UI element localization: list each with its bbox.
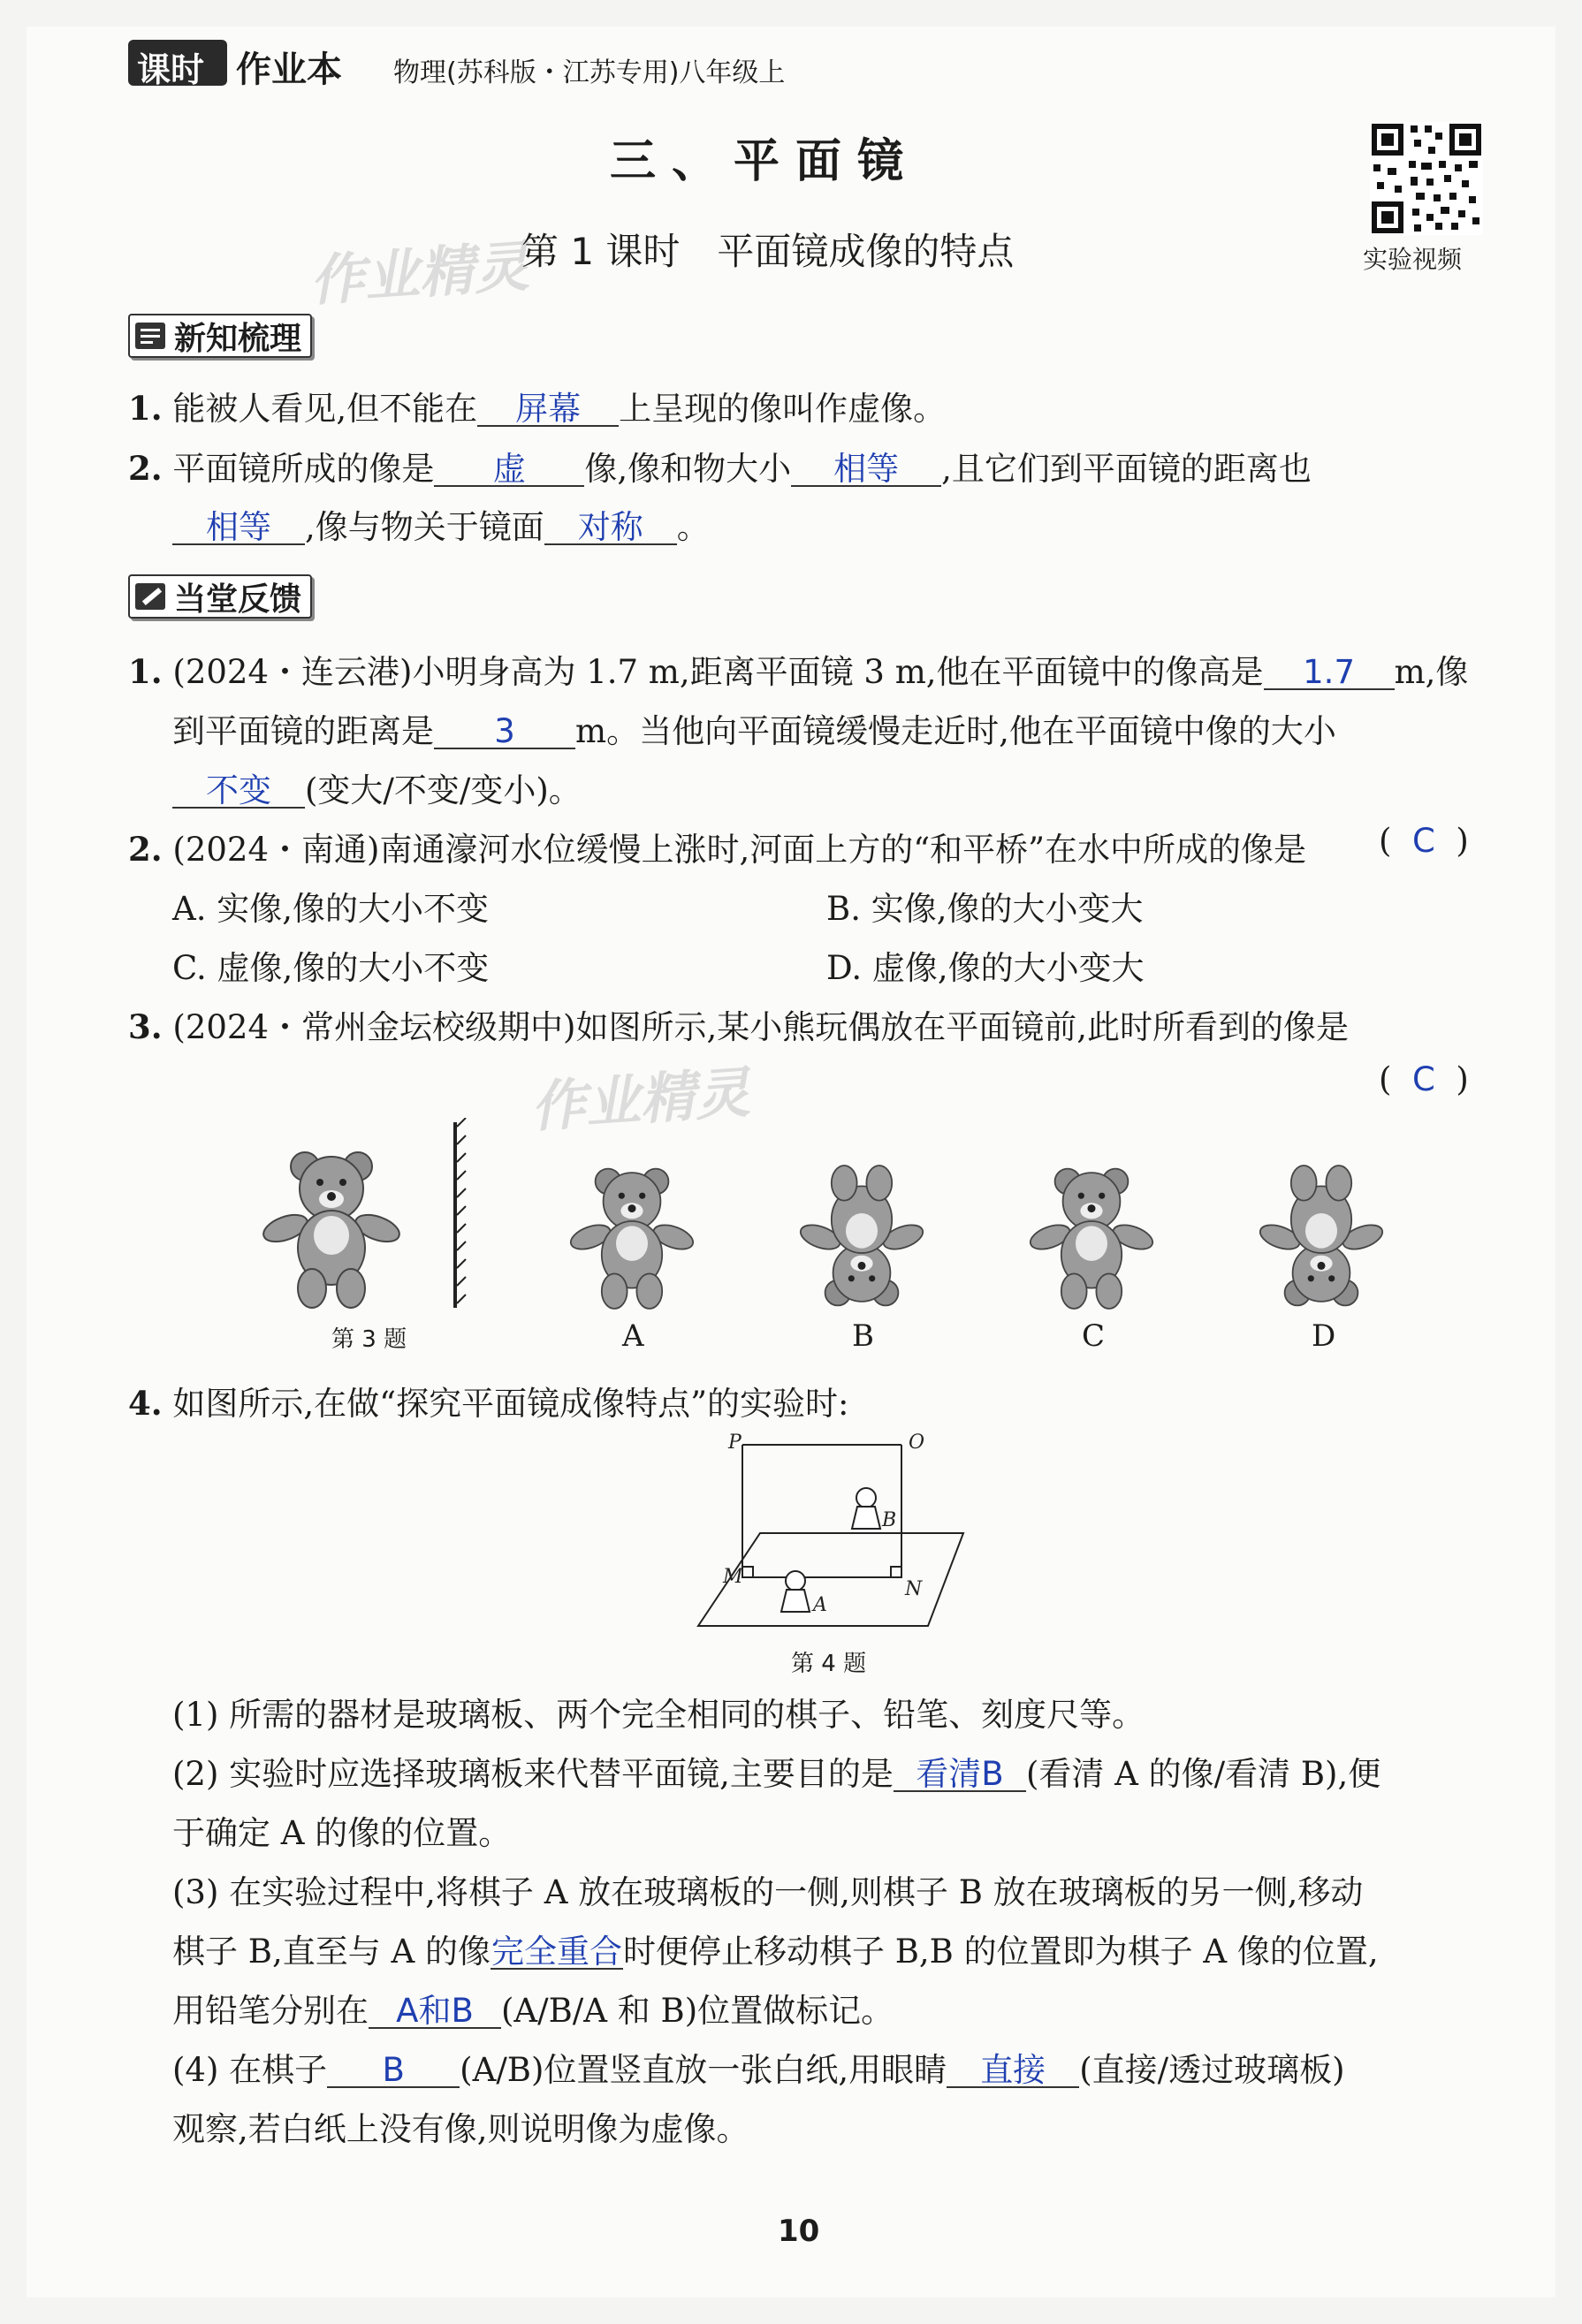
- question-text: (2) 实验时应选择玻璃板来代替平面镜,主要目的是: [172, 1755, 894, 1793]
- answer-text: 对称: [577, 508, 643, 546]
- figure-caption: 第 4 题: [791, 1651, 867, 1677]
- plane-mirror: [455, 1118, 466, 1308]
- label-m: M: [723, 1566, 743, 1588]
- q4-part4-line2: [172, 2102, 749, 2150]
- section-feedback: [128, 574, 312, 619]
- question-text: 棋子 B,直至与 A 的像: [172, 1933, 491, 1971]
- option-c[interactable]: C. 虚像,像的大小不变: [172, 949, 490, 987]
- question-text: (2024・南通)南通濠河水位缓慢上涨时,河面上方的“和平桥”在水中所成的像是: [172, 831, 1307, 869]
- teddy-bear-choice-c: [1027, 1169, 1156, 1309]
- question-text: 能被人看见,但不能在: [172, 390, 478, 428]
- answer-blank[interactable]: [327, 2051, 460, 2089]
- question-text: ,且它们到平面镜的距离也: [941, 450, 1312, 488]
- answer-blank[interactable]: [791, 452, 941, 487]
- question-text: (4) 在棋子: [172, 2051, 328, 2089]
- q4-part2-line2: [172, 1806, 511, 1854]
- answer-blank[interactable]: [434, 452, 584, 487]
- pencil-icon: [135, 583, 165, 610]
- teddy-bear-original: [260, 1152, 403, 1308]
- answer-blank[interactable]: [369, 1994, 501, 2029]
- figure-caption: 第 3 题: [331, 1326, 407, 1353]
- question-text: 像,像和物大小: [584, 450, 792, 488]
- answer-text: C: [1411, 1060, 1435, 1098]
- feedback-q1-line3: [172, 763, 582, 811]
- knowledge-q2-line1: [128, 442, 1312, 490]
- question-number: 1.: [128, 389, 163, 428]
- question-text: 用铅笔分别在: [172, 1992, 369, 2030]
- feedback-q4-stem: [128, 1377, 848, 1424]
- question-number: 1.: [128, 652, 163, 691]
- question-text: 于确定 A 的像的位置。: [172, 1814, 512, 1852]
- answer-blank[interactable]: [477, 392, 619, 427]
- question-text: (变大/不变/变小)。: [305, 771, 582, 809]
- question-text: (看清 A 的像/看清 B),便: [1025, 1755, 1381, 1793]
- answer-text: 相等: [833, 450, 900, 488]
- teddy-bear-choice-a: [567, 1169, 696, 1309]
- question-text: 观察,若白纸上没有像,则说明像为虚像。: [172, 2110, 749, 2148]
- answer-bracket[interactable]: ( C ): [1379, 1060, 1469, 1098]
- label-o: O: [909, 1432, 925, 1454]
- answer-text: 不变: [206, 771, 271, 809]
- page-number: 10: [778, 2214, 820, 2249]
- question-number: 2.: [128, 830, 163, 869]
- question-text: (1) 所需的器材是玻璃板、两个完全相同的棋子、铅笔、刻度尺等。: [172, 1696, 1145, 1734]
- series-title: 作业本: [236, 49, 342, 90]
- choice-label-c[interactable]: C: [1082, 1318, 1106, 1354]
- answer-text: B: [382, 2051, 405, 2089]
- option-d[interactable]: D. 虚像,像的大小变大: [826, 949, 1145, 987]
- watermark-middle: 作业精灵: [529, 1059, 752, 1140]
- question-text: ,像与物关于镜面: [305, 508, 544, 546]
- knowledge-q1: [128, 382, 946, 429]
- answer-blank[interactable]: [434, 712, 575, 750]
- question-text: (A/B/A 和 B)位置做标记。: [501, 1992, 894, 2030]
- header: [128, 40, 1365, 93]
- feedback-q1-line1: [128, 645, 1468, 693]
- q4-part1: [172, 1688, 1145, 1735]
- section-label: 新知梳理: [174, 320, 302, 357]
- answer-blank[interactable]: [947, 2051, 1079, 2089]
- figure-q4: [689, 1427, 972, 1639]
- question-text: (A/B)位置竖直放一张白纸,用眼睛: [460, 2051, 947, 2089]
- question-number: 2.: [128, 449, 163, 488]
- question-text: 平面镜所成的像是: [172, 450, 435, 488]
- q4-part4-line1: [172, 2043, 1345, 2091]
- qr-caption: 实验视频: [1363, 245, 1463, 274]
- answer-blank[interactable]: [172, 508, 305, 546]
- teddy-bear-choice-d: [1257, 1166, 1386, 1305]
- feedback-q2-stem: [128, 823, 1306, 870]
- answer-text: 看清B: [916, 1755, 1004, 1793]
- label-b: B: [882, 1509, 897, 1531]
- knowledge-q2-line2: [172, 500, 710, 548]
- q4-part2-line1: [172, 1747, 1380, 1795]
- chess-piece-a: [781, 1571, 810, 1612]
- section-label: 当堂反馈: [174, 581, 302, 618]
- answer-text: 虚: [492, 450, 526, 488]
- chess-piece-b: [852, 1488, 880, 1529]
- option-b[interactable]: B. 实像,像的大小变大: [826, 890, 1144, 928]
- notebook-icon: [135, 323, 165, 349]
- answer-text: 完全重合: [491, 1933, 622, 1971]
- choice-label-a[interactable]: A: [622, 1318, 644, 1354]
- answer-text: A和B: [396, 1992, 474, 2030]
- watermark-top: 作业精灵: [308, 233, 531, 314]
- question-text: 时便停止移动棋子 B,B 的位置即为棋子 A 像的位置,: [622, 1933, 1379, 1971]
- answer-text: 1.7: [1303, 653, 1355, 691]
- logo-badge: [128, 40, 227, 89]
- label-n: N: [905, 1578, 923, 1600]
- logo-text: 课时: [137, 50, 205, 89]
- question-text: 。: [676, 508, 710, 546]
- question-text: 到平面镜的距离是: [172, 712, 434, 750]
- question-text: 如图所示,在做“探究平面镜成像特点”的实验时:: [172, 1385, 849, 1423]
- question-text: (直接/透过玻璃板): [1079, 2051, 1345, 2089]
- question-number: 4.: [128, 1384, 163, 1423]
- q4-part3-line2: [172, 1925, 1379, 1972]
- figure-q3: [256, 1118, 1405, 1356]
- feedback-q1-line2: [172, 704, 1336, 752]
- question-number: 3.: [128, 1007, 163, 1046]
- choice-label-d[interactable]: D: [1312, 1318, 1336, 1354]
- answer-blank[interactable]: [172, 771, 305, 809]
- answer-blank[interactable]: [544, 508, 677, 546]
- question-text: (2024・常州金坛校级期中)如图所示,某小熊玩偶放在平面镜前,此时所看到的像是: [172, 1008, 1349, 1046]
- question-text: m,像: [1394, 653, 1469, 691]
- section-new-knowledge: [128, 314, 312, 358]
- label-p: P: [728, 1432, 742, 1454]
- answer-text: 直接: [980, 2051, 1046, 2089]
- question-text: (3) 在实验过程中,将棋子 A 放在玻璃板的一侧,则棋子 B 放在玻璃板的另一侧,移动: [172, 1873, 1364, 1911]
- question-text: (2024・连云港)小明身高为 1.7 m,距离平面镜 3 m,他在平面镜中的像高是: [172, 653, 1264, 691]
- choice-label-b[interactable]: B: [852, 1318, 874, 1354]
- question-text: m。当他向平面镜缓慢走近时,他在平面镜中像的大小: [575, 712, 1336, 750]
- answer-text: 相等: [206, 508, 271, 546]
- answer-blank[interactable]: [894, 1755, 1026, 1793]
- teddy-bear-choice-b: [797, 1166, 926, 1305]
- q4-part3-line1: [172, 1865, 1363, 1913]
- chapter-title: 三、平面镜: [610, 134, 920, 188]
- answer-blank[interactable]: [1264, 653, 1395, 691]
- feedback-q3-stem: [128, 1000, 1349, 1048]
- subject-title: 物理(苏科版・江苏专用)八年级上: [393, 57, 786, 88]
- answer-blank[interactable]: [491, 1935, 623, 1970]
- option-a[interactable]: A. 实像,像的大小不变: [172, 890, 490, 928]
- answer-text: C: [1411, 822, 1435, 860]
- answer-text: 3: [494, 712, 515, 750]
- q4-part3-line3: [172, 1984, 894, 2032]
- label-a: A: [813, 1594, 827, 1616]
- qr-code[interactable]: [1370, 122, 1483, 235]
- answer-text: 屏幕: [515, 390, 582, 428]
- lesson-title: 第 1 课时 平面镜成像的特点: [521, 230, 1015, 273]
- answer-bracket[interactable]: ( C ): [1379, 822, 1469, 860]
- qr-code-icon: [1370, 122, 1483, 235]
- question-text: 上呈现的像叫作虚像。: [619, 390, 947, 428]
